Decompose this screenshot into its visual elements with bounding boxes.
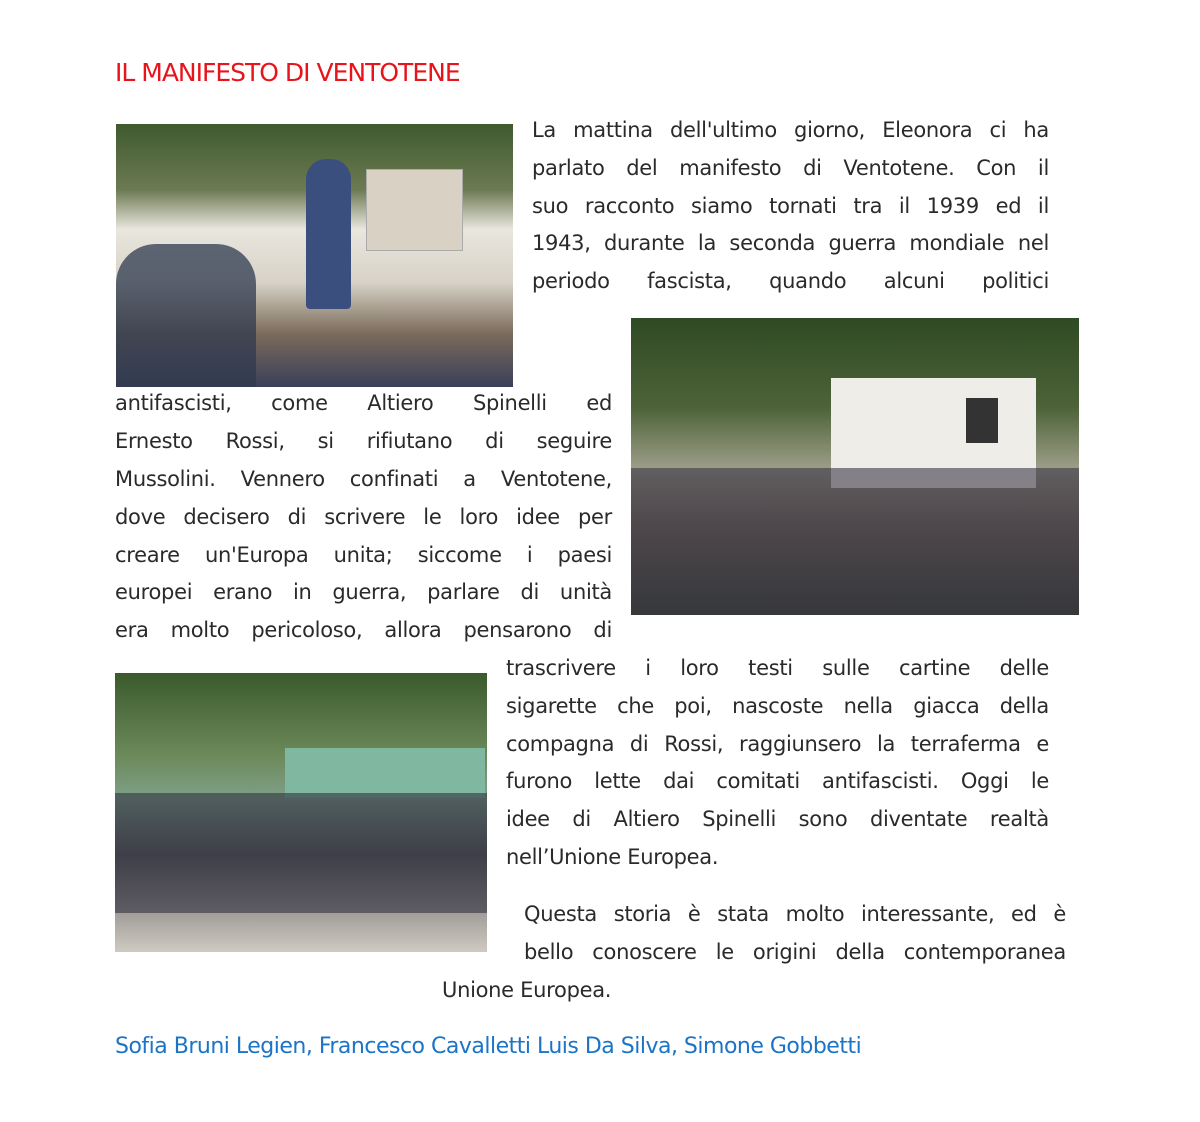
paragraph-line: sigarette che poi, nascoste nella giacca della xyxy=(506,694,1049,718)
paragraph-line: bello conoscere le origini della contemporanea xyxy=(524,940,1066,964)
page-title: IL MANIFESTO DI VENTOTENE xyxy=(115,58,460,87)
paragraph-line: dove decisero di scrivere le loro idee per xyxy=(115,505,612,529)
authors: Sofia Bruni Legien, Francesco Cavalletti Luis Da Silva, Simone Gobbetti xyxy=(115,1034,862,1059)
photo-group-under-trees xyxy=(115,673,487,952)
paragraph-line: antifascisti, come Altiero Spinelli ed xyxy=(115,391,612,415)
paragraph-line: furono lette dai comitati antifascisti. Oggi le xyxy=(506,769,1049,793)
paragraph-line: idee di Altiero Spinelli sono diventate realtà xyxy=(506,807,1049,831)
paragraph-line: europei erano in guerra, parlare di unità xyxy=(115,580,612,604)
paragraph-line: suo racconto siamo tornati tra il 1939 ed il xyxy=(532,194,1049,218)
paragraph-line: La mattina dell'ultimo giorno, Eleonora ci ha xyxy=(532,118,1049,142)
paragraph-line: compagna di Rossi, raggiunsero la terraferma e xyxy=(506,732,1049,756)
paragraph-line: creare un'Europa unita; siccome i paesi xyxy=(115,543,612,567)
photo-students-at-memorial xyxy=(116,124,513,387)
paragraph-line: Mussolini. Vennero confinati a Ventotene, xyxy=(115,467,612,491)
paragraph-line: periodo fascista, quando alcuni politici xyxy=(532,269,1049,293)
paragraph-line: Ernesto Rossi, si rifiutano di seguire xyxy=(115,429,612,453)
paragraph-line: parlato del manifesto di Ventotene. Con il xyxy=(532,156,1049,180)
paragraph-line: trascrivere i loro testi sulle cartine delle xyxy=(506,656,1049,680)
paragraph-line: nell’Unione Europea. xyxy=(506,845,719,869)
paragraph-line: era molto pericoloso, allora pensarono di xyxy=(115,618,612,642)
paragraph-line: Unione Europea. xyxy=(442,978,612,1002)
photo-group-seated-in-courtyard xyxy=(631,318,1079,615)
paragraph-line: Questa storia è stata molto interessante, ed è xyxy=(524,902,1066,926)
paragraph-line: 1943, durante la seconda guerra mondiale nel xyxy=(532,231,1049,255)
